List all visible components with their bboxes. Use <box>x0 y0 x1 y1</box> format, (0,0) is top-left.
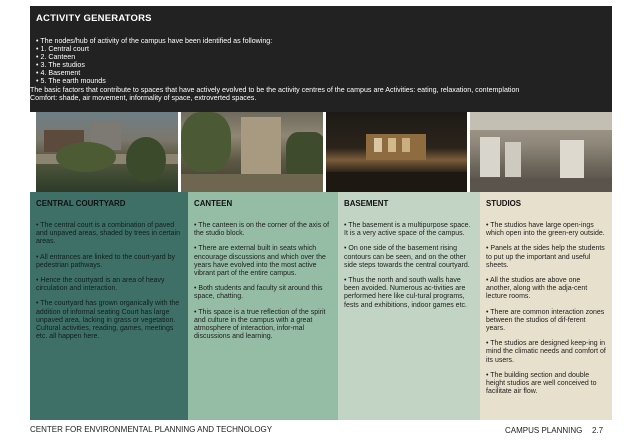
column-item: • There are external built in seats which encourage discussions and which over the years have evolved into the most active vibrant part of the entire campus. <box>194 245 326 278</box>
footer-section: CAMPUS PLANNING <box>505 426 583 435</box>
column-item: • Both students and faculty sit around this space, chatting. <box>194 285 323 301</box>
column-canteen <box>188 192 338 420</box>
canteen-photo <box>181 112 323 192</box>
node-item: • 4. Basement <box>36 69 81 78</box>
page-number: 2.7 <box>592 426 604 435</box>
column-item: • The building section and double height studios are well conceived to facilitate air flow. <box>486 371 597 396</box>
column-title: CANTEEN <box>194 199 233 208</box>
footer-organization: CENTER FOR ENVIRONMENTAL PLANNING AND TECHNOLOGY <box>30 425 273 434</box>
studios-photo <box>470 112 612 192</box>
column-title: BASEMENT <box>344 199 389 208</box>
central-courtyard-photo <box>36 112 178 192</box>
page-title: ACTIVITY GENERATORS <box>36 13 152 24</box>
column-studios <box>480 192 612 420</box>
column-title: CENTRAL COURTYARD <box>36 199 126 208</box>
intro-text: • The nodes/hub of activity of the campus have been identified as following: <box>36 37 273 45</box>
column-item: • All entrances are linked to the court-yard by pedestrian pathways. <box>36 253 176 269</box>
column-item: • Hence the courtyard is an area of heavy circulation and interaction. <box>36 277 165 293</box>
column-title: STUDIOS <box>486 199 522 208</box>
column-item: • The studios have large open-ings which open into the green-ery outside. <box>486 222 605 238</box>
node-item: • 1. Central court <box>36 45 89 54</box>
node-item: • 2. Canteen <box>36 53 76 62</box>
column-item: • The courtyard has grown organically with the addition of informal seating Court has large unpaved area, lacking in grass or vegetation. Cultural activities, reading, games, meetings etc. all happen here. <box>36 300 180 341</box>
column-item: • All the studios are above one another, along with the adja-cent lecture rooms. <box>486 277 588 301</box>
column-item: • On one side of the basement rising contours can be seen, and on the other side steps towards the central courtyard. <box>344 245 470 269</box>
node-item: • 5. The earth mounds <box>36 77 106 86</box>
column-item: • Thus the north and south walls have been avoided. Numerous ac-tivities are performed here like cul-tural programs, fests and exhibitions, indoor games etc. <box>344 277 467 309</box>
header-panel <box>30 6 612 112</box>
column-item: • The canteen is on the corner of the axis of the studio block. <box>194 222 330 238</box>
column-item: • The basement is a multipurpose space. It is a very active space of the campus. <box>344 222 471 238</box>
column-item: • The central court is a combination of paved and unpaved areas, shaded by trees in certain areas. <box>36 222 180 246</box>
basement-photo <box>326 112 468 192</box>
column-item: • The studios are designed keep-ing in mind the climatic needs and comfort of its users. <box>486 340 606 364</box>
column-central-courtyard <box>30 192 188 420</box>
photo-strip <box>36 112 612 192</box>
comfort-text: Comfort: shade, air movement, informality of space, extroverted spaces. <box>30 93 257 102</box>
column-item: • Panels at the sides help the students to put up the important and useful sheets. <box>486 245 605 269</box>
column-item: • This space is a true reflection of the spirit and culture in the campus with a great atmosphere of interaction, infor-mal discussions and learning. <box>194 308 326 341</box>
column-basement <box>338 192 480 420</box>
node-item: • 3. The studios <box>36 61 85 70</box>
basic-factors-text: The basic factors that contribute to spaces that have actively evolved to be the activity centres of the campus are Activities: eating, relaxation, contemplation <box>30 85 520 94</box>
column-item: • There are common interaction zones between the studios of dif-ferent years. <box>486 308 605 333</box>
